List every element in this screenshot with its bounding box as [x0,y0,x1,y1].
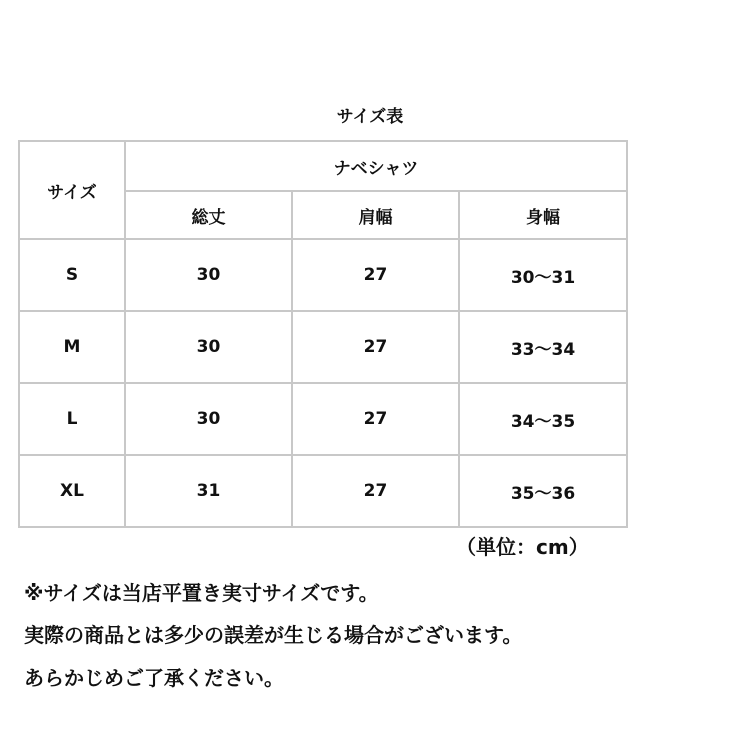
value-cell: 30～31 [459,239,627,311]
table-row-xl [19,455,627,527]
table-row-l [19,383,627,455]
value-cell: 27 [292,239,459,311]
product-group-header: ナベシャツ [125,141,627,191]
measurement-note: ※サイズは当店平置き実寸サイズです。 [24,581,379,605]
size-cell: S [19,239,125,311]
table-title: サイズ表 [336,107,404,127]
size-cell: L [19,383,125,455]
value-cell: 33～34 [459,311,627,383]
value-cell: 31 [125,455,292,527]
value-cell: 27 [292,311,459,383]
column-header-shoulder-width: 肩幅 [292,191,459,239]
variance-note: 実際の商品とは多少の誤差が生じる場合がございます。 [24,623,523,647]
size-table [18,140,628,528]
apology-note: あらかじめご了承ください。 [24,666,284,690]
value-cell: 27 [292,383,459,455]
column-header-total-length: 総丈 [125,191,292,239]
column-header-body-width: 身幅 [459,191,627,239]
unit-note: （単位：cm） [456,535,589,559]
value-cell: 27 [292,455,459,527]
size-cell: XL [19,455,125,527]
value-cell: 30 [125,311,292,383]
table-row-s [19,239,627,311]
header-row-1 [19,141,627,191]
value-cell: 30 [125,239,292,311]
size-cell: M [19,311,125,383]
value-cell: 35～36 [459,455,627,527]
size-column-header: サイズ [19,141,125,239]
table-row-m [19,311,627,383]
value-cell: 34～35 [459,383,627,455]
value-cell: 30 [125,383,292,455]
